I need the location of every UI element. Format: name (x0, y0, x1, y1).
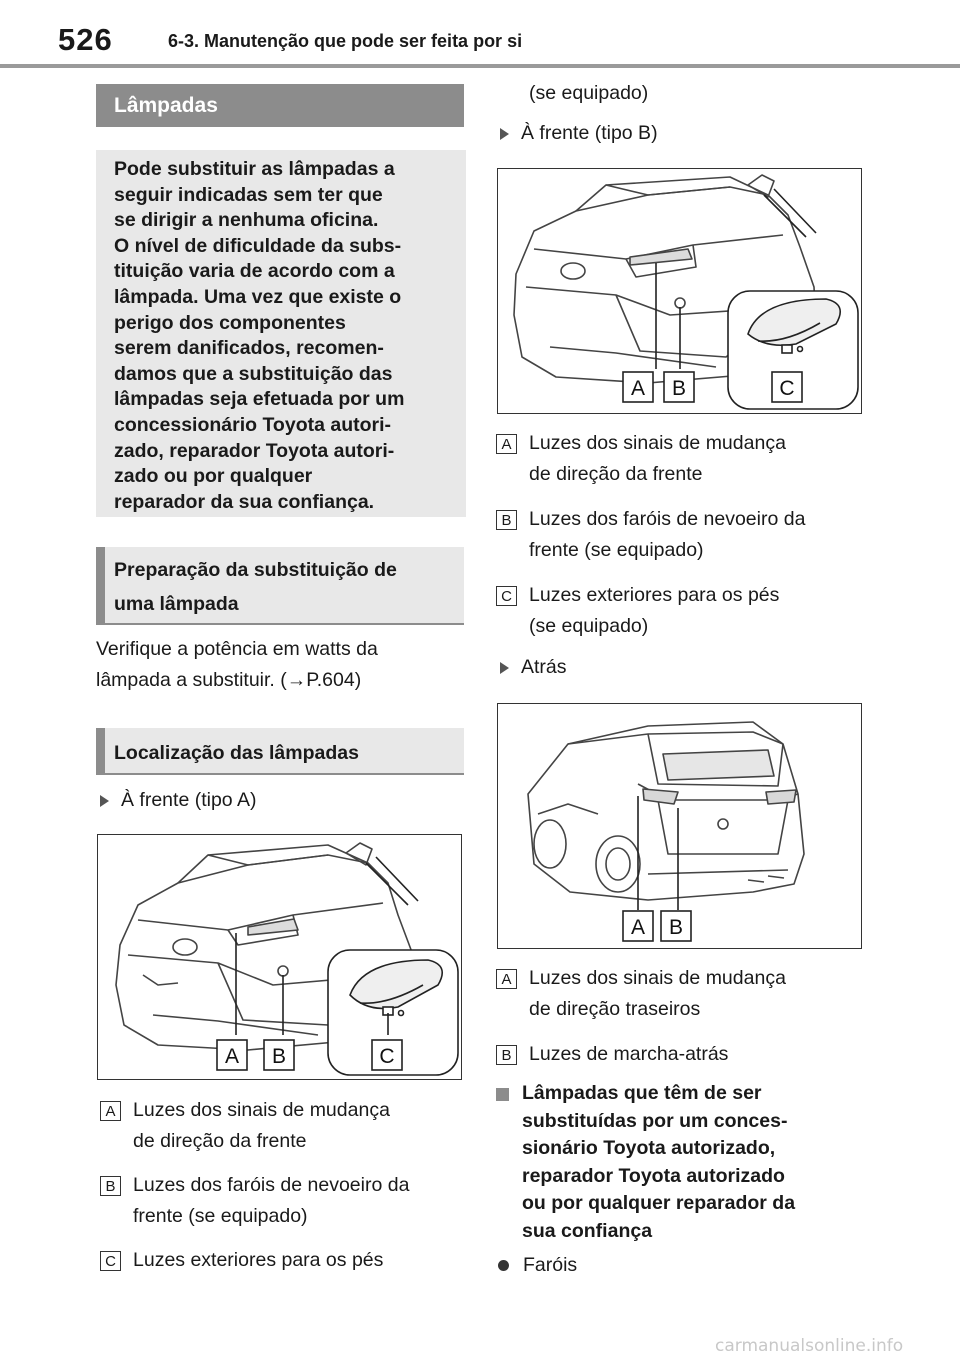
dealer-heading-line: reparador Toyota autorizado (522, 1164, 785, 1187)
legend-item-b (496, 504, 868, 566)
intro-line: seguir indicadas sem ter que (114, 183, 383, 206)
legend-text-line: Luzes dos faróis de nevoeiro da (133, 1174, 410, 1196)
intro-line: zado ou por qualquer (114, 465, 313, 488)
intro-line: reparador da sua confiança. (114, 490, 375, 513)
front-a-label: À frente (tipo A) (121, 789, 257, 811)
callout-a: A (630, 377, 646, 400)
location-heading (96, 728, 464, 775)
legend-key: A (496, 969, 517, 989)
dealer-item (498, 1250, 577, 1281)
legend-item-a (496, 963, 868, 1025)
legend-text-line: Luzes dos sinais de mudança (133, 1099, 390, 1121)
front-b-subtitle (500, 118, 658, 149)
rear-label: Atrás (521, 656, 567, 678)
callout-c: C (379, 1045, 395, 1068)
intro-line: serem danificados, recomen- (114, 337, 384, 360)
legend-item-a (100, 1095, 470, 1157)
location-heading-text: Localização das lâmpadas (114, 741, 359, 764)
legend-text-line: de direção traseiros (529, 998, 701, 1020)
callout-b: B (668, 916, 684, 939)
legend-key: B (496, 1045, 517, 1065)
callout-a: A (224, 1045, 240, 1068)
dealer-heading-line: sionário Toyota autorizado, (522, 1137, 776, 1159)
legend-item-b (496, 1039, 868, 1070)
intro-line: O nível de dificuldade da subs- (114, 234, 402, 257)
prep-heading-line: uma lâmpada (114, 593, 239, 615)
intro-line: lâmpada. Uma vez que existe o (114, 285, 402, 308)
legend-key: C (100, 1251, 121, 1271)
legend-text-line: (se equipado) (529, 615, 649, 637)
front-a-subtitle (100, 785, 256, 816)
prep-text-line: Verifique a potência em watts da (96, 638, 378, 660)
legend-key: A (496, 434, 517, 454)
intro-line: se dirigir a nenhuma oficina. (114, 209, 379, 232)
intro-line: perigo dos componentes (114, 311, 346, 334)
intro-line: damos que a substituição das (114, 362, 393, 385)
intro-line: concessionário Toyota autori- (114, 413, 392, 436)
square-bullet-icon (496, 1088, 509, 1101)
triangle-bullet-icon (500, 128, 509, 140)
legend-key: B (496, 510, 517, 530)
dealer-heading-line: substituídas por um conces- (522, 1109, 788, 1132)
page-header (0, 0, 960, 70)
main-heading: Lâmpadas (96, 84, 464, 127)
header-rule (0, 64, 960, 68)
legend-key: A (100, 1101, 121, 1121)
legend-item-a (496, 428, 868, 490)
intro-box (96, 150, 466, 517)
dealer-heading (496, 1080, 868, 1248)
rear-car-illustration (498, 704, 862, 949)
intro-line: lâmpadas seja efetuada por um (114, 388, 405, 411)
legend-item-c (496, 580, 868, 642)
callout-b: B (671, 377, 687, 400)
triangle-bullet-icon (500, 662, 509, 674)
dealer-heading-line: ou por qualquer reparador da (522, 1192, 796, 1214)
figure-front-type-b (497, 168, 862, 414)
intro-line: tituição varia de acordo com a (114, 260, 395, 283)
dealer-heading-line: sua confiança (522, 1219, 653, 1242)
prep-text (96, 634, 466, 696)
dealer-item-label: Faróis (523, 1254, 578, 1276)
legend-text-line: frente (se equipado) (529, 539, 704, 561)
legend-text-line: de direção da frente (529, 463, 703, 485)
callout-c: C (779, 377, 795, 400)
watermark: carmanualsonline.info (715, 1336, 904, 1356)
legend-text-line: Luzes exteriores para os pés (529, 584, 780, 606)
continued-text: (se equipado) (529, 82, 649, 104)
legend-text-line: Luzes dos sinais de mudança (529, 432, 786, 454)
legend-text-line: Luzes exteriores para os pés (133, 1249, 384, 1271)
legend-text-line: Luzes dos sinais de mudança (529, 967, 786, 989)
prep-text-line: lâmpada a substituir. (→P.604) (96, 669, 362, 691)
intro-line: Pode substituir as lâmpadas a (114, 158, 395, 180)
legend-item-c (100, 1245, 470, 1276)
legend-text-line: de direção da frente (133, 1130, 307, 1152)
round-bullet-icon (498, 1260, 509, 1271)
front-car-illustration (98, 835, 462, 1080)
page-number: 526 (58, 22, 113, 57)
triangle-bullet-icon (100, 795, 109, 807)
legend-text-line: Luzes dos faróis de nevoeiro da (529, 508, 806, 530)
prep-heading (96, 547, 464, 625)
legend-key: C (496, 586, 517, 606)
rear-subtitle (500, 652, 567, 683)
figure-front-type-a (97, 834, 462, 1080)
section-title: 6-3. Manutenção que pode ser feita por si (168, 31, 523, 51)
front-car-b-illustration (498, 169, 862, 414)
prep-heading-line: Preparação da substituição de (114, 559, 397, 581)
callout-a: A (630, 916, 646, 939)
figure-rear (497, 703, 862, 949)
dealer-heading-line: Lâmpadas que têm de ser (522, 1082, 762, 1104)
legend-text-line: frente (se equipado) (133, 1205, 308, 1227)
legend-item-b (100, 1170, 470, 1232)
legend-text-line: Luzes de marcha-atrás (529, 1043, 729, 1065)
intro-line: zado, reparador Toyota autori- (114, 439, 395, 462)
legend-key: B (100, 1176, 121, 1196)
callout-b: B (271, 1045, 287, 1068)
front-b-label: À frente (tipo B) (521, 122, 658, 144)
